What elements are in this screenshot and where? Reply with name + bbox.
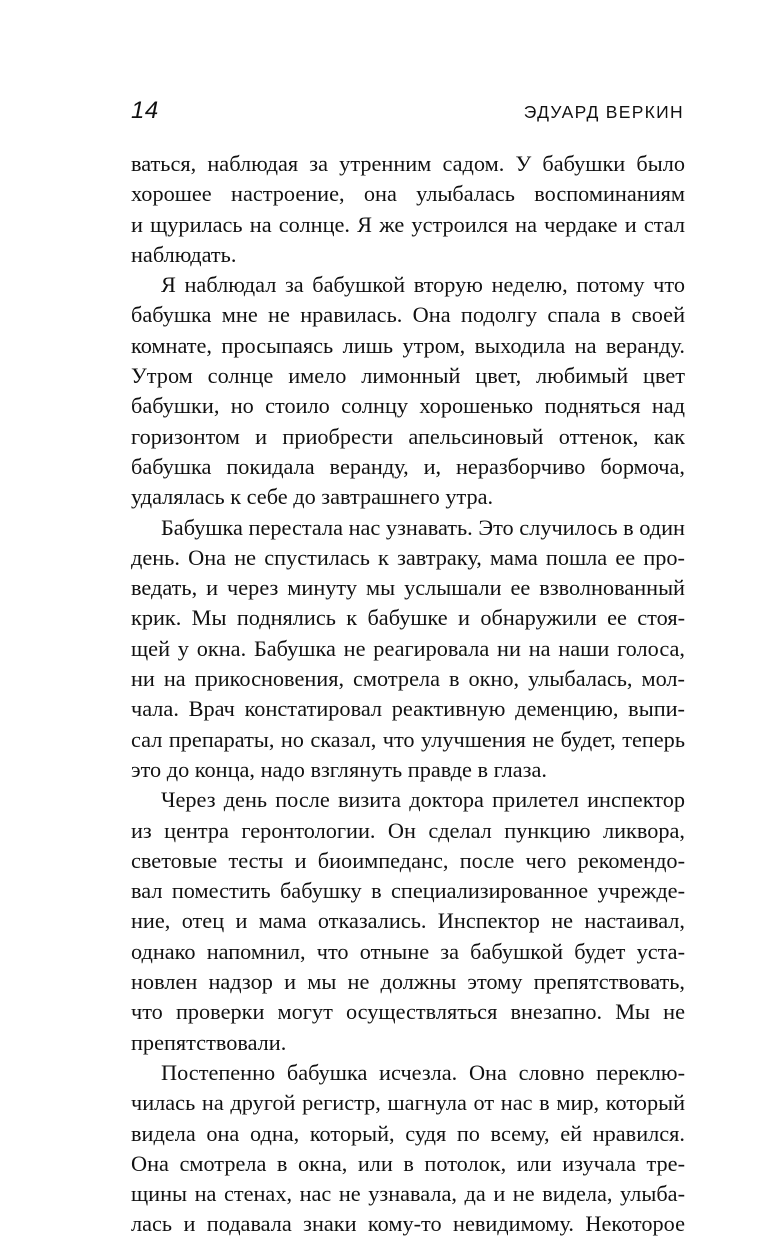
running-head-author: ЭДУАРД ВЕРКИН bbox=[523, 102, 684, 122]
text-line: ведать, и через минуту мы услышали ее взволнованный bbox=[131, 575, 685, 601]
text-line: комнате, просыпаясь лишь утром, выходила на веранду. bbox=[131, 332, 685, 358]
text-line: что проверки могут осуществляться внезапно. Мы не bbox=[131, 999, 685, 1025]
text-line: крик. Мы поднялись к бабушке и обнаружили ее стоя- bbox=[131, 605, 685, 631]
text-line: это до конца, надо взглянуть правде в глаза. bbox=[131, 756, 547, 782]
text-line: хорошее настроение, она улыбалась воспоминаниям bbox=[131, 181, 685, 207]
text-line: чала. Врач констатировал реактивную деменцию, выпи- bbox=[131, 696, 685, 722]
text-line: световые тесты и биоимпеданс, после чего рекомендо- bbox=[131, 847, 685, 873]
text-line: ние, отец и мама отказались. Инспектор не настаивал, bbox=[131, 908, 685, 934]
text-line: видела она одна, который, судя по всему, ей нравился. bbox=[131, 1120, 685, 1146]
text-line: Я наблюдал за бабушкой вторую неделю, потому что bbox=[161, 272, 685, 298]
text-line: лась и подавала знаки кому-то невидимому. Некоторое bbox=[131, 1211, 685, 1237]
text-line: ни на прикосновения, смотрела в окно, улыбалась, мол- bbox=[131, 666, 685, 692]
body-text bbox=[131, 149, 685, 1240]
text-line: Постепенно бабушка исчезла. Она словно переклю- bbox=[161, 1059, 685, 1085]
text-line: ваться, наблюдая за утренним садом. У бабушки было bbox=[131, 151, 685, 176]
text-line: день. Она не спустилась к завтраку, мама пошла ее про- bbox=[131, 544, 685, 570]
text-line: вал поместить бабушку в специализированное учрежде- bbox=[131, 878, 685, 904]
text-line: горизонтом и приобрести апельсиновый оттенок, как bbox=[131, 423, 685, 449]
page-number: 14 bbox=[131, 97, 159, 124]
text-line: Через день после визита доктора прилетел инспектор bbox=[161, 787, 685, 813]
text-line: бабушка покидала веранду, и, неразборчиво бормоча, bbox=[131, 453, 685, 479]
text-line: препятствовали. bbox=[131, 1029, 287, 1055]
text-line: сал препараты, но сказал, что улучшения не будет, теперь bbox=[131, 726, 685, 752]
text-line: Утром солнце имело лимонный цвет, любимый цвет bbox=[131, 363, 685, 389]
text-line: из центра геронтологии. Он сделал пункцию ликвора, bbox=[131, 817, 685, 843]
text-line: бабушки, но стоило солнцу хорошенько подняться над bbox=[131, 393, 685, 419]
text-line: и щурилась на солнце. Я же устроился на чердаке и стал bbox=[131, 211, 685, 237]
text-line: бабушка мне не нравилась. Она подолгу спала в своей bbox=[131, 302, 685, 328]
text-line: однако напомнил, что отныне за бабушкой будет уста- bbox=[131, 938, 685, 964]
text-line: новлен надзор и мы не должны этому препятствовать, bbox=[131, 969, 685, 995]
text-line: наблюдать. bbox=[131, 241, 237, 267]
text-line: Она смотрела в окна, или в потолок, или изучала тре- bbox=[131, 1150, 685, 1176]
text-line: щины на стенах, нас не узнавала, да и не видела, улыба- bbox=[131, 1181, 685, 1207]
text-line: чилась на другой регистр, шагнула от нас в мир, который bbox=[131, 1090, 685, 1116]
text-line: Бабушка перестала нас узнавать. Это случилось в один bbox=[161, 514, 685, 540]
running-head bbox=[131, 96, 684, 130]
text-line: удалялась к себе до завтрашнего утра. bbox=[131, 484, 494, 510]
text-line: щей у окна. Бабушка не реагировала ни на наши голоса, bbox=[131, 635, 685, 661]
